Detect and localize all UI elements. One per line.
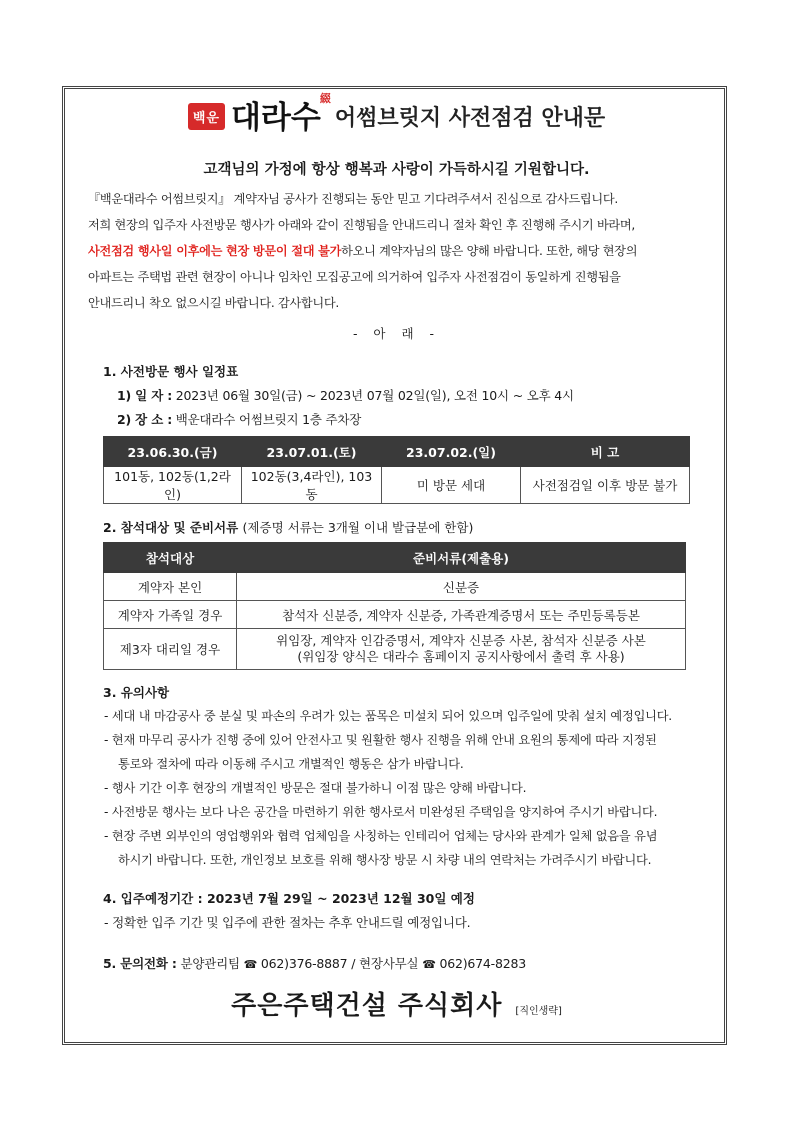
intro-line-rest: 하오니 계약자님의 많은 양해 바랍니다. 또한, 해당 현장의: [341, 244, 638, 258]
table-cell: 제3자 대리일 경우: [104, 629, 237, 670]
table-header-cell: 23.06.30.(금): [104, 437, 242, 467]
intro-warning: 사전점검 행사일 이후에는 현장 방문이 절대 불가: [88, 244, 342, 258]
greeting-subtitle: 고객님의 가정에 항상 행복과 사랑이 가득하시길 기원합니다.: [203, 162, 590, 178]
phone-icon: ☎: [243, 958, 258, 971]
schedule-date-value: 2023년 06월 30일(금) ~ 2023년 07월 02일(일), 오전 10시 ~ 오후 4시: [175, 388, 574, 403]
notice-line: - 세대 내 마감공사 중 분실 및 파손의 우려가 있는 품목은 미설치 되어 있으며 입주일에 맞춰 설치 예정입니다.: [104, 709, 672, 723]
contact-separator: /: [351, 956, 356, 971]
company-name: 주은주택건설 주식회사: [231, 991, 503, 1021]
logo-brand: [230, 92, 331, 136]
intro-line: 안내드리니 착오 없으시길 바랍니다. 감사합니다.: [88, 296, 339, 310]
contact-team: 분양관리팀: [180, 956, 240, 971]
documents-table: [103, 542, 686, 670]
table-cell: 101동, 102동(1,2라인): [104, 467, 242, 504]
intro-line: 『백운대라수 어썸브릿지』 계약자님 공사가 진행되는 동안 믿고 기다려주셔서 진심으로 감사드립니다.: [88, 192, 618, 206]
table-cell-line: 위임장, 계약자 인감증명서, 계약자 신분증 사본, 참석자 신분증 사본: [276, 633, 646, 648]
table-cell-line: (위임장 양식은 대라수 홈페이지 공지사항에서 출력 후 사용): [297, 649, 625, 664]
intro-line: [88, 238, 690, 264]
contact-line: [103, 954, 526, 972]
intro-line: 아파트는 주택법 관련 현장이 아니나 임차인 모집공고에 의거하여 입주자 사전점검이 동일하게 진행됨을: [88, 270, 621, 284]
intro-line: 저희 현장의 입주자 사전방문 행사가 아래와 같이 진행됨을 안내드리니 절차 확인 후 진행해 주시기 바라며,: [88, 218, 635, 232]
below-marker: - 아 래 -: [352, 326, 441, 341]
logo-brand-mark: 綴: [319, 92, 331, 105]
table-cell: 계약자 가족일 경우: [104, 601, 237, 629]
notice-line: - 사전방문 행사는 보다 나은 공간을 마련하기 위한 행사로서 미완성된 주택임을 양지하여 주시기 바랍니다.: [104, 805, 658, 819]
table-row: [104, 573, 686, 601]
schedule-place: [117, 410, 361, 428]
notice-line: 하시기 바랍니다. 또한, 개인정보 보호를 위해 행사장 방문 시 차량 내의 연락처는 가려주시기 바랍니다.: [118, 853, 652, 867]
table-header-cell: 23.07.01.(토): [242, 437, 382, 467]
table-cell: 사전점검일 이후 방문 불가: [521, 467, 690, 504]
table-header-row: [104, 437, 690, 467]
logo-brand-text: 대라수: [230, 100, 321, 136]
schedule-date-label: 1) 일 자 :: [117, 388, 173, 403]
page-title: 어썸브릿지 사전점검 안내문: [334, 106, 606, 131]
intro-paragraph: [88, 186, 690, 316]
table-header-cell: 준비서류(제출용): [237, 543, 686, 573]
table-header-cell: 참석대상: [104, 543, 237, 573]
table-cell: 미 방문 세대: [382, 467, 521, 504]
table-row: [104, 467, 690, 504]
contact-phone: 062)376-8887: [260, 956, 348, 971]
section2-note: (제증명 서류는 3개월 이내 발급분에 한함): [242, 520, 474, 535]
notice-line: 통로와 절차에 따라 이동해 주시고 개별적인 행동은 삼가 바랍니다.: [118, 757, 464, 771]
table-header-row: [104, 543, 686, 573]
section2-title: [103, 518, 473, 536]
notice-line: - 행사 기간 이후 현장의 개별적인 방문은 절대 불가하니 이점 많은 양해 바랍니다.: [104, 781, 527, 795]
table-header-cell: 23.07.02.(일): [382, 437, 521, 467]
table-cell: [237, 629, 686, 670]
schedule-place-label: 2) 장 소 :: [117, 412, 173, 427]
section3-title: 3. 유의사항: [103, 685, 170, 700]
schedule-place-value: 백운대라수 어썸브릿지 1층 주차장: [175, 412, 362, 427]
section4-title: 4. 입주예정기간 : 2023년 7월 29일 ~ 2023년 12월 30일 예정: [103, 891, 475, 906]
section2-title-text: 2. 참석대상 및 준비서류: [103, 520, 239, 535]
table-row: [104, 601, 686, 629]
table-cell: 102동(3,4라인), 103동: [242, 467, 382, 504]
table-cell: 계약자 본인: [104, 573, 237, 601]
table-row: [104, 629, 686, 670]
section5-title: 5. 문의전화 :: [103, 956, 177, 971]
table-cell: 신분증: [237, 573, 686, 601]
notice-line: - 현장 주변 외부인의 영업행위와 협력 업체임을 사칭하는 인테리어 업체는 당사와 관계가 일체 없음을 유념: [104, 829, 658, 843]
movein-note: - 정확한 입주 기간 및 입주에 관한 절차는 추후 안내드릴 예정입니다.: [104, 915, 471, 930]
document-header: [0, 92, 793, 141]
table-header-cell: 비 고: [521, 437, 690, 467]
contact-phone: 062)674-8283: [439, 956, 527, 971]
phone-icon: ☎: [422, 958, 436, 971]
seal-note: [직인생략]: [515, 1006, 562, 1017]
notice-line: - 현재 마무리 공사가 진행 중에 있어 안전사고 및 원활한 행사 진행을 위해 안내 요원의 통제에 따라 지정된: [104, 733, 657, 747]
table-cell: 참석자 신분증, 계약자 신분증, 가족관계증명서 또는 주민등록등본: [237, 601, 686, 629]
schedule-date: [117, 386, 574, 404]
logo-badge: 백운: [188, 103, 225, 130]
contact-team: 현장사무실: [359, 956, 419, 971]
section1-title: 1. 사전방문 행사 일정표: [103, 364, 239, 379]
document-footer: [0, 985, 793, 1022]
schedule-table: [103, 436, 690, 504]
